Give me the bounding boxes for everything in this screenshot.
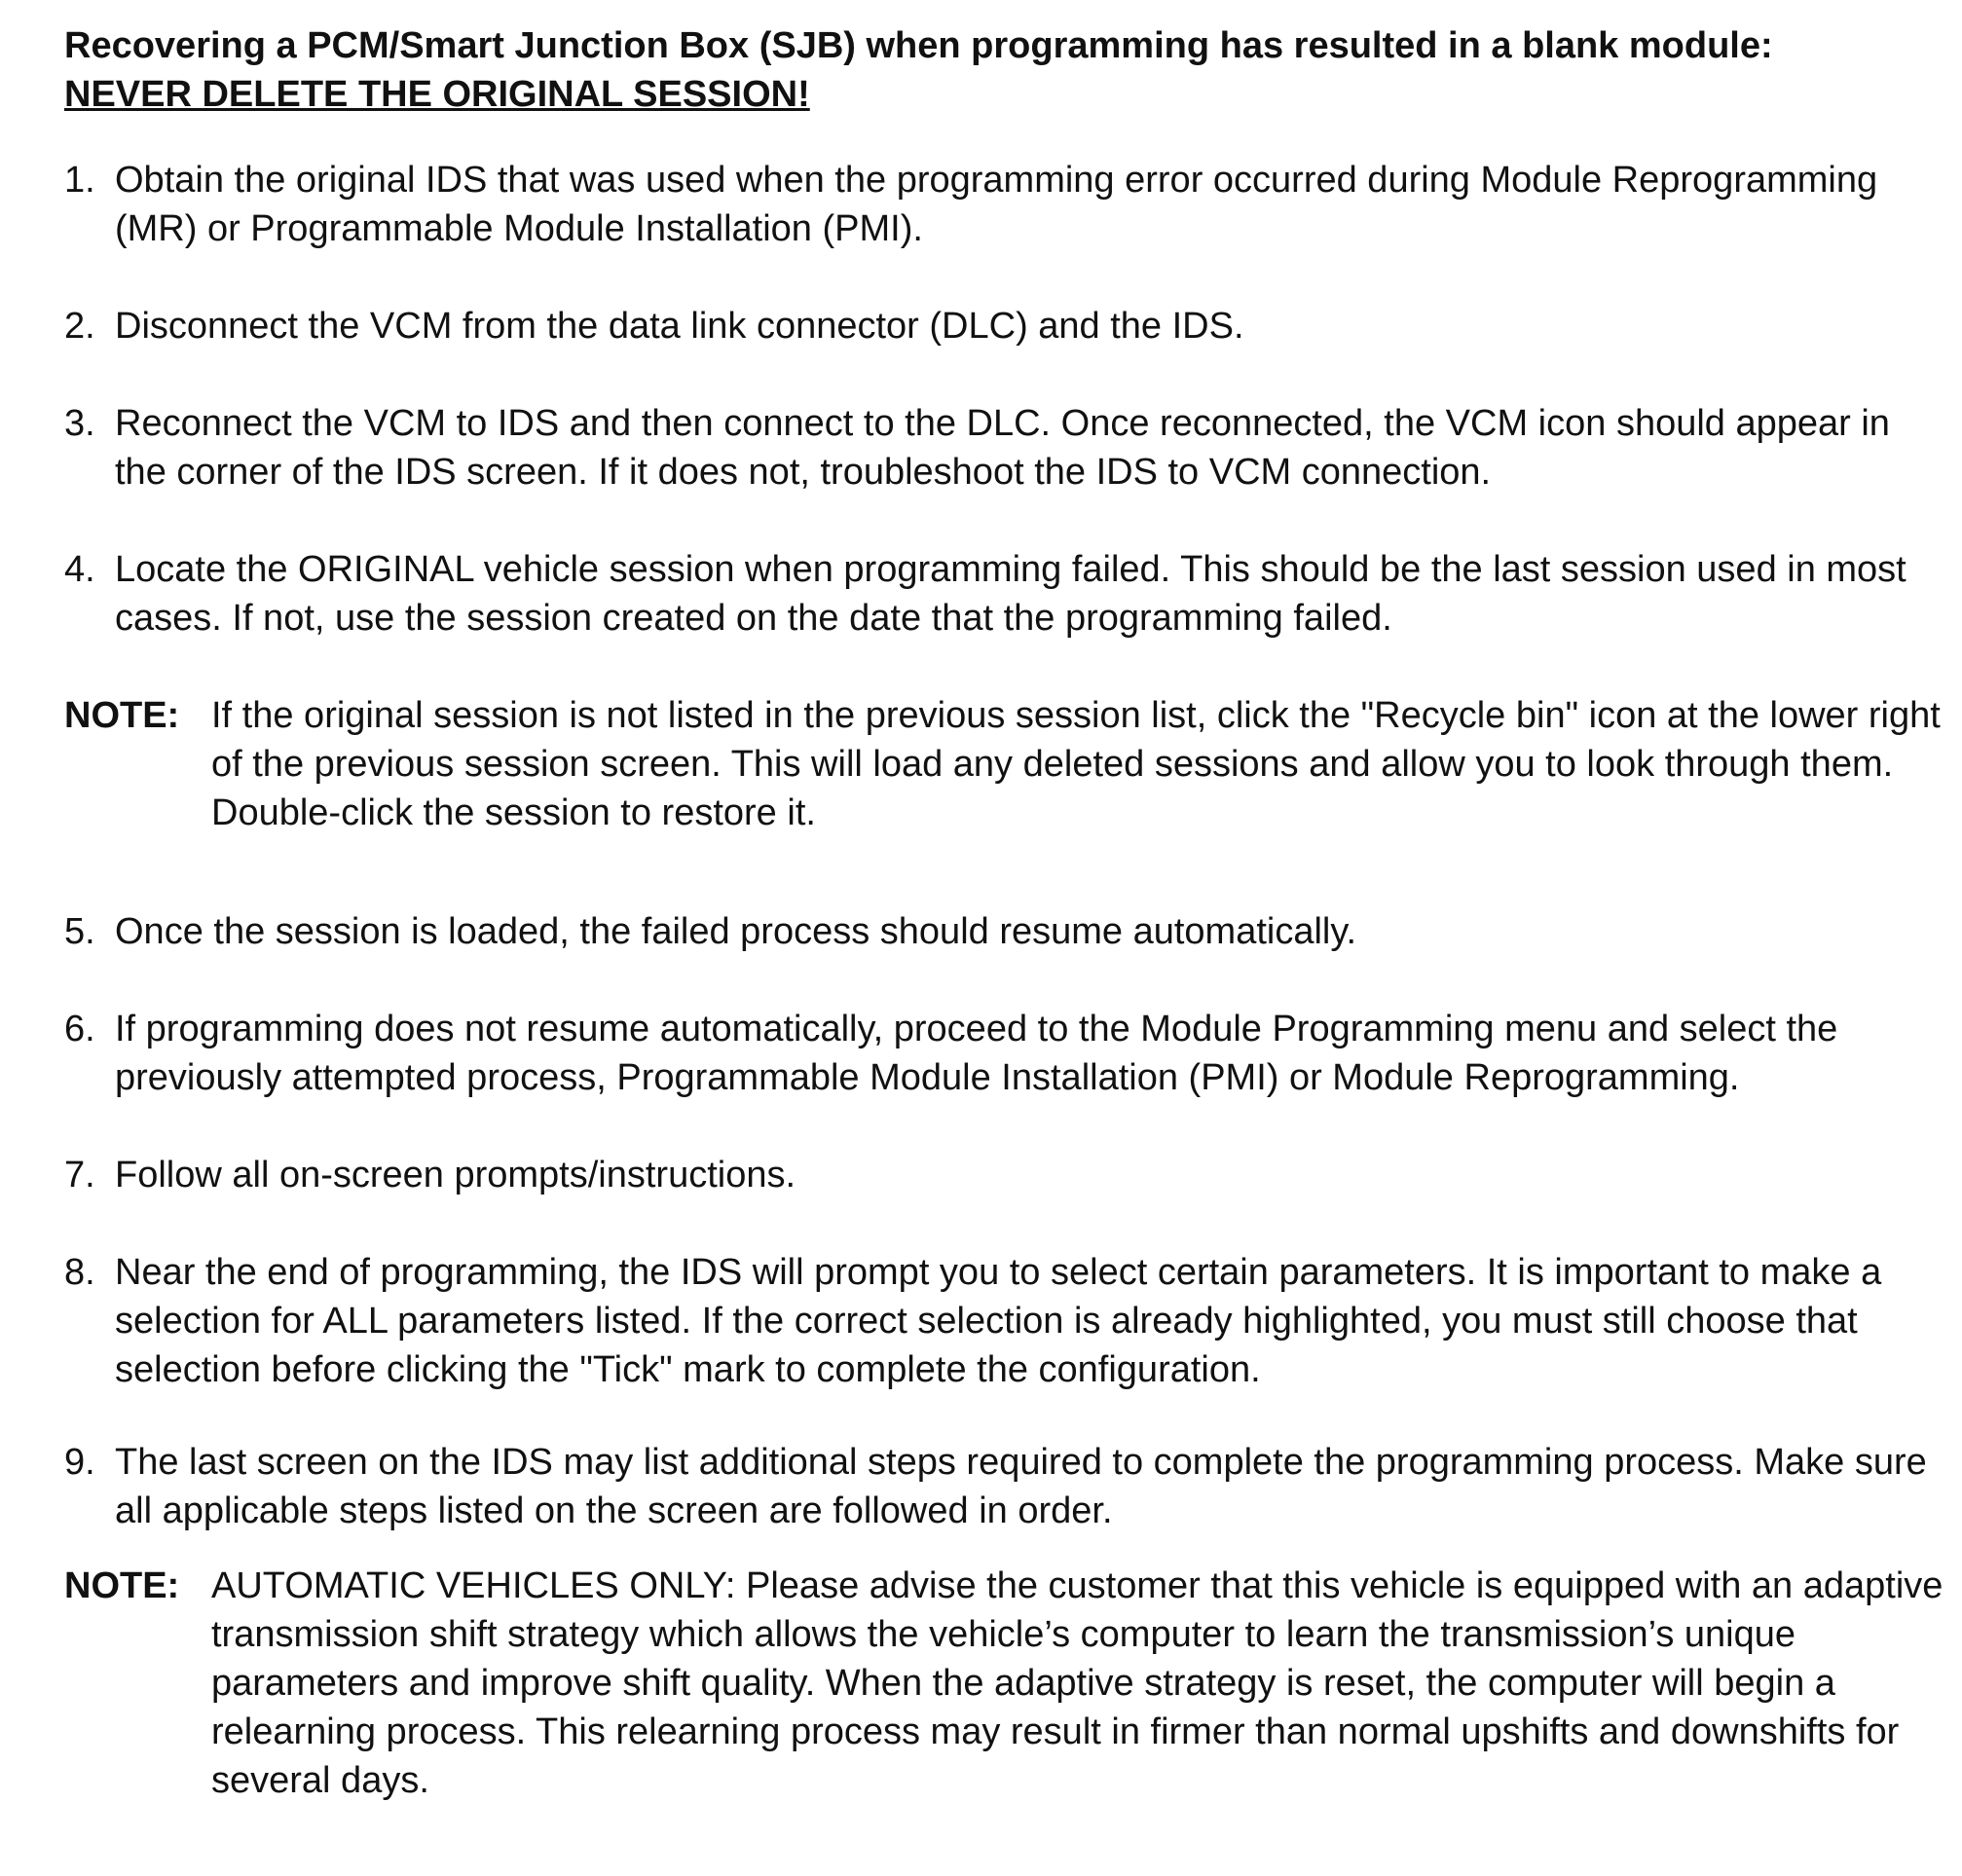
step-text: If programming does not resume automatically, proceed to the Module Programming menu and select the previously attempted process, Programmable Module Installation (PMI) or Module Reprogramming. bbox=[115, 1009, 1838, 1098]
step-text: Once the session is loaded, the failed process should resume automatically. bbox=[115, 911, 1357, 952]
step-text: The last screen on the IDS may list additional steps required to complete the programming process. Make sure all applicable steps listed on the screen are followed in order. bbox=[115, 1442, 1927, 1531]
step-text: Reconnect the VCM to IDS and then connect to the DLC. Once reconnected, the VCM icon should appear in the corner of the IDS screen. If it does not, troubleshoot the IDS to VCM connection. bbox=[115, 403, 1890, 493]
step-number: 9. bbox=[64, 1442, 95, 1483]
note-label: NOTE: bbox=[64, 695, 180, 736]
note-label: NOTE: bbox=[64, 1565, 180, 1606]
step-item bbox=[64, 302, 1953, 350]
step-text: Obtain the original IDS that was used when the programming error occurred during Module Reprogramming (MR) or Programmable Module Installation (PMI). bbox=[115, 160, 1878, 249]
page-title: Recovering a PCM/Smart Junction Box (SJB) when programming has resulted in a blank module: bbox=[64, 25, 1773, 66]
step-number: 1. bbox=[64, 160, 95, 201]
step-text: Disconnect the VCM from the data link connector (DLC) and the IDS. bbox=[115, 306, 1244, 347]
step-number: 7. bbox=[64, 1155, 95, 1195]
note-block bbox=[64, 691, 1953, 837]
step-number: 2. bbox=[64, 306, 95, 347]
step-number: 3. bbox=[64, 403, 95, 444]
note-text: AUTOMATIC VEHICLES ONLY: Please advise the customer that this vehicle is equipped with an adaptive transmission shift strategy which allows the vehicle’s computer to learn the transmission’s unique parameters and improve shift quality. When the adaptive strategy is reset, the computer will begin a relearning process. This relearning process may result in firmer than normal upshifts and downshifts for several days. bbox=[211, 1565, 1943, 1801]
step-text: Near the end of programming, the IDS will prompt you to select certain parameters. It is important to make a selection for ALL parameters listed. If the correct selection is already highlighted, you must still choose that selection before clicking the "Tick" mark to complete the configuration. bbox=[115, 1252, 1882, 1390]
step-item bbox=[64, 1005, 1953, 1102]
step-item bbox=[64, 399, 1953, 497]
step-number: 4. bbox=[64, 549, 95, 590]
warning-heading: NEVER DELETE THE ORIGINAL SESSION! bbox=[64, 74, 810, 115]
note-text: If the original session is not listed in the previous session list, click the "Recycle bin" icon at the lower right of the previous session screen. This will load any deleted sessions and allow you to look through them. Double-click the session to restore it. bbox=[211, 695, 1941, 833]
step-text: Locate the ORIGINAL vehicle session when programming failed. This should be the last session used in most cases. If not, use the session created on the date that the programming failed. bbox=[115, 549, 1906, 639]
step-text: Follow all on-screen prompts/instructions. bbox=[115, 1155, 796, 1195]
step-number: 8. bbox=[64, 1252, 95, 1293]
document bbox=[64, 21, 1953, 1805]
step-item bbox=[64, 156, 1953, 253]
step-item bbox=[64, 1151, 1953, 1199]
note-block bbox=[64, 1562, 1953, 1805]
step-number: 6. bbox=[64, 1009, 95, 1049]
step-item bbox=[64, 545, 1953, 643]
step-item bbox=[64, 907, 1953, 956]
step-item bbox=[64, 1438, 1953, 1535]
step-item bbox=[64, 1248, 1953, 1394]
step-number: 5. bbox=[64, 911, 95, 952]
